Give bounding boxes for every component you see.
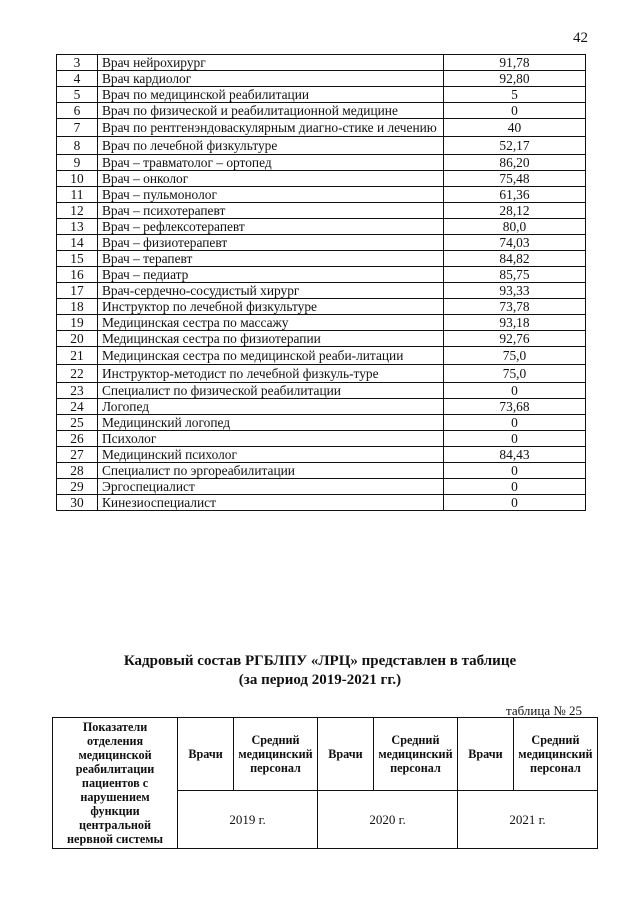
year-2020: 2020 г. <box>318 791 458 849</box>
row-value: 84,43 <box>444 447 586 463</box>
row-position: Инструктор-методист по лечебной физкуль-туре <box>98 365 444 383</box>
table-row <box>57 415 586 431</box>
row-position: Специалист по эргореабилитации <box>98 463 444 479</box>
table-label: таблица № 25 <box>506 703 582 718</box>
row-number: 21 <box>57 347 98 365</box>
row-position: Врач нейрохирург <box>98 55 444 71</box>
row-value: 91,78 <box>444 55 586 71</box>
row-value: 75,0 <box>444 365 586 383</box>
doctors-2021-header: Врачи <box>458 718 514 791</box>
row-number: 18 <box>57 299 98 315</box>
row-position: Медицинский психолог <box>98 447 444 463</box>
row-position: Специалист по физической реабилитации <box>98 383 444 399</box>
year-2019: 2019 г. <box>178 791 318 849</box>
row-value: 74,03 <box>444 235 586 251</box>
table-row <box>57 365 586 383</box>
doctors-2019-header: Врачи <box>178 718 234 791</box>
row-value: 52,17 <box>444 137 586 155</box>
table-row <box>57 315 586 331</box>
table-row <box>57 251 586 267</box>
row-value: 75,0 <box>444 347 586 365</box>
row-position: Врач – физиотерапевт <box>98 235 444 251</box>
row-position: Медицинская сестра по медицинской реаби-литации <box>98 347 444 365</box>
row-position: Логопед <box>98 399 444 415</box>
row-number: 29 <box>57 479 98 495</box>
row-number: 14 <box>57 235 98 251</box>
table-header-row <box>53 718 598 791</box>
row-number: 20 <box>57 331 98 347</box>
row-number: 25 <box>57 415 98 431</box>
row-position: Медицинский логопед <box>98 415 444 431</box>
period-staff-table <box>52 717 598 849</box>
table-row <box>57 203 586 219</box>
row-number: 16 <box>57 267 98 283</box>
row-number: 15 <box>57 251 98 267</box>
row-number: 8 <box>57 137 98 155</box>
table-row <box>57 347 586 365</box>
table-row <box>57 55 586 71</box>
row-number: 12 <box>57 203 98 219</box>
year-2021: 2021 г. <box>458 791 598 849</box>
row-value: 0 <box>444 495 586 511</box>
row-position: Врач – травматолог – ортопед <box>98 155 444 171</box>
row-position: Врач кардиолог <box>98 71 444 87</box>
table-row <box>57 431 586 447</box>
row-value: 75,48 <box>444 171 586 187</box>
nurses-2019-header: Средний медицинский персонал <box>233 718 317 791</box>
row-position: Врач – психотерапевт <box>98 203 444 219</box>
row-position: Врач по медицинской реабилитации <box>98 87 444 103</box>
row-number: 22 <box>57 365 98 383</box>
row-value: 85,75 <box>444 267 586 283</box>
row-number: 7 <box>57 119 98 137</box>
page-number: 42 <box>573 30 588 46</box>
row-number: 9 <box>57 155 98 171</box>
table-row <box>57 447 586 463</box>
row-number: 11 <box>57 187 98 203</box>
table-row <box>57 137 586 155</box>
table-row <box>57 495 586 511</box>
row-number: 27 <box>57 447 98 463</box>
row-value: 0 <box>444 479 586 495</box>
row-position: Психолог <box>98 431 444 447</box>
table-row <box>57 103 586 119</box>
row-position: Врач по лечебной физкультуре <box>98 137 444 155</box>
row-number: 19 <box>57 315 98 331</box>
row-number: 26 <box>57 431 98 447</box>
row-number: 17 <box>57 283 98 299</box>
table-row <box>57 119 586 137</box>
row-position: Эргоспециалист <box>98 479 444 495</box>
doctors-2020-header: Врачи <box>318 718 374 791</box>
table-row <box>57 235 586 251</box>
table-row <box>57 187 586 203</box>
table-row <box>57 219 586 235</box>
row-value: 5 <box>444 87 586 103</box>
row-value: 80,0 <box>444 219 586 235</box>
indicator-header: Показатели отделения медицинской реабилитации пациентов с нарушением функции центральной нервной системы <box>53 718 178 849</box>
row-value: 28,12 <box>444 203 586 219</box>
row-value: 86,20 <box>444 155 586 171</box>
row-value: 92,80 <box>444 71 586 87</box>
row-position: Врач по рентгенэндоваскулярным диагно-стике и лечению <box>98 119 444 137</box>
row-value: 92,76 <box>444 331 586 347</box>
nurses-2020-header: Средний медицинский персонал <box>373 718 457 791</box>
row-value: 0 <box>444 383 586 399</box>
table-row <box>57 399 586 415</box>
row-value: 0 <box>444 103 586 119</box>
table-row <box>57 331 586 347</box>
table-row <box>57 155 586 171</box>
row-number: 3 <box>57 55 98 71</box>
table-row <box>57 267 586 283</box>
row-value: 61,36 <box>444 187 586 203</box>
row-value: 73,78 <box>444 299 586 315</box>
row-number: 24 <box>57 399 98 415</box>
row-value: 0 <box>444 463 586 479</box>
row-value: 40 <box>444 119 586 137</box>
row-value: 84,82 <box>444 251 586 267</box>
row-number: 5 <box>57 87 98 103</box>
section-heading <box>40 652 600 690</box>
table-row <box>57 299 586 315</box>
row-position: Врач-сердечно-сосудистый хирург <box>98 283 444 299</box>
row-number: 30 <box>57 495 98 511</box>
row-number: 23 <box>57 383 98 399</box>
row-position: Врач по физической и реабилитационной медицине <box>98 103 444 119</box>
row-value: 73,68 <box>444 399 586 415</box>
row-position: Медицинская сестра по массажу <box>98 315 444 331</box>
row-number: 10 <box>57 171 98 187</box>
row-value: 93,18 <box>444 315 586 331</box>
section-heading-line2: (за период 2019-2021 гг.) <box>238 672 402 688</box>
table-row <box>57 87 586 103</box>
row-position: Инструктор по лечебной физкультуре <box>98 299 444 315</box>
row-position: Врач – рефлексотерапевт <box>98 219 444 235</box>
row-value: 0 <box>444 415 586 431</box>
row-position: Кинезиоспециалист <box>98 495 444 511</box>
row-position: Врач – терапевт <box>98 251 444 267</box>
table-row <box>57 479 586 495</box>
section-heading-line1: Кадровый состав РГБЛПУ «ЛРЦ» представлен в таблице <box>123 653 517 669</box>
nurses-2021-header: Средний медицинский персонал <box>513 718 597 791</box>
table-row <box>57 463 586 479</box>
table-row <box>57 283 586 299</box>
row-value: 93,33 <box>444 283 586 299</box>
table-row <box>57 171 586 187</box>
row-position: Врач – онколог <box>98 171 444 187</box>
table-row <box>57 71 586 87</box>
row-value: 0 <box>444 431 586 447</box>
row-number: 4 <box>57 71 98 87</box>
row-number: 13 <box>57 219 98 235</box>
row-position: Врач – педиатр <box>98 267 444 283</box>
row-number: 6 <box>57 103 98 119</box>
table-row <box>57 383 586 399</box>
staff-percentage-table <box>56 54 586 511</box>
row-number: 28 <box>57 463 98 479</box>
row-position: Врач – пульмонолог <box>98 187 444 203</box>
row-position: Медицинская сестра по физиотерапии <box>98 331 444 347</box>
